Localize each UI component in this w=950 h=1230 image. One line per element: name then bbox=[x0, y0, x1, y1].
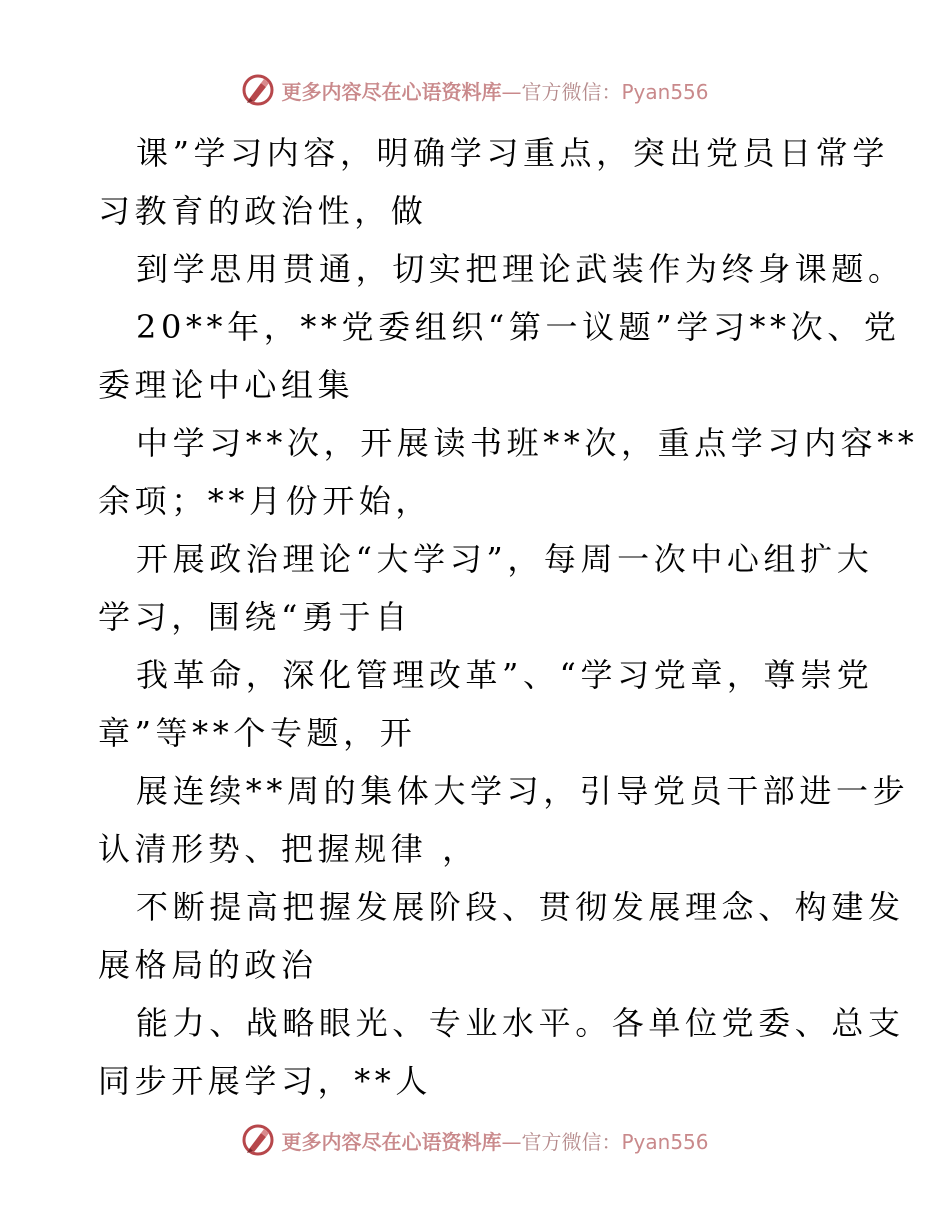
header-banner bbox=[0, 70, 950, 110]
text-line: 同步开展学习，**人 bbox=[98, 1062, 433, 1100]
text-line: 学习，围绕“勇于自 bbox=[98, 598, 412, 636]
document-body bbox=[98, 124, 919, 1110]
text-line: 展连续**周的集体大学习，引导党员干部进一步 bbox=[136, 772, 910, 810]
footer-banner bbox=[0, 1120, 950, 1160]
text-line: 我革命，深化管理改革”、“学习党章，尊崇党 bbox=[136, 656, 874, 694]
text-line: 能力、战略眼光、专业水平。各单位党委、总支 bbox=[136, 1004, 905, 1042]
text-line: 认清形势、把握规律 ， bbox=[98, 830, 479, 868]
text-line: 中学习**次，开展读书班**次，重点学习内容** bbox=[136, 424, 919, 462]
text-line: 章”等**个专题，开 bbox=[98, 714, 417, 752]
wechat-id: Pyan556 bbox=[621, 79, 709, 104]
wechat-label: 官方微信： bbox=[521, 1129, 622, 1154]
text-line: 到学思用贯通，切实把理论武装作为终身课题。 bbox=[136, 250, 905, 288]
banner-text bbox=[281, 76, 708, 105]
pen-logo-icon bbox=[241, 73, 275, 107]
wechat-label: 官方微信： bbox=[521, 79, 622, 104]
brand-text: 更多内容尽在心语资料库 bbox=[281, 1129, 502, 1154]
text-line: 20**年，**党委组织“第一议题”学习**次、党 bbox=[136, 308, 901, 346]
text-line: 展格局的政治 bbox=[98, 946, 318, 984]
brand-text: 更多内容尽在心语资料库 bbox=[281, 79, 502, 104]
text-line: 课”学习内容，明确学习重点，突出党员日常学 bbox=[136, 134, 889, 172]
text-line: 开展政治理论“大学习”，每周一次中心组扩大 bbox=[136, 540, 874, 578]
wechat-id: Pyan556 bbox=[621, 1129, 709, 1154]
banner-separator: — bbox=[501, 1129, 522, 1154]
text-line: 不断提高把握发展阶段、贯彻发展理念、构建发 bbox=[136, 888, 905, 926]
banner-text bbox=[281, 1126, 708, 1155]
header-banner-content bbox=[241, 73, 708, 107]
banner-separator: — bbox=[501, 79, 522, 104]
text-line: 习教育的政治性，做 bbox=[98, 192, 428, 230]
footer-banner-content bbox=[241, 1123, 708, 1157]
text-line: 委理论中心组集 bbox=[98, 366, 355, 404]
pen-logo-icon bbox=[241, 1123, 275, 1157]
text-line: 余项；**月份开始， bbox=[98, 482, 433, 520]
